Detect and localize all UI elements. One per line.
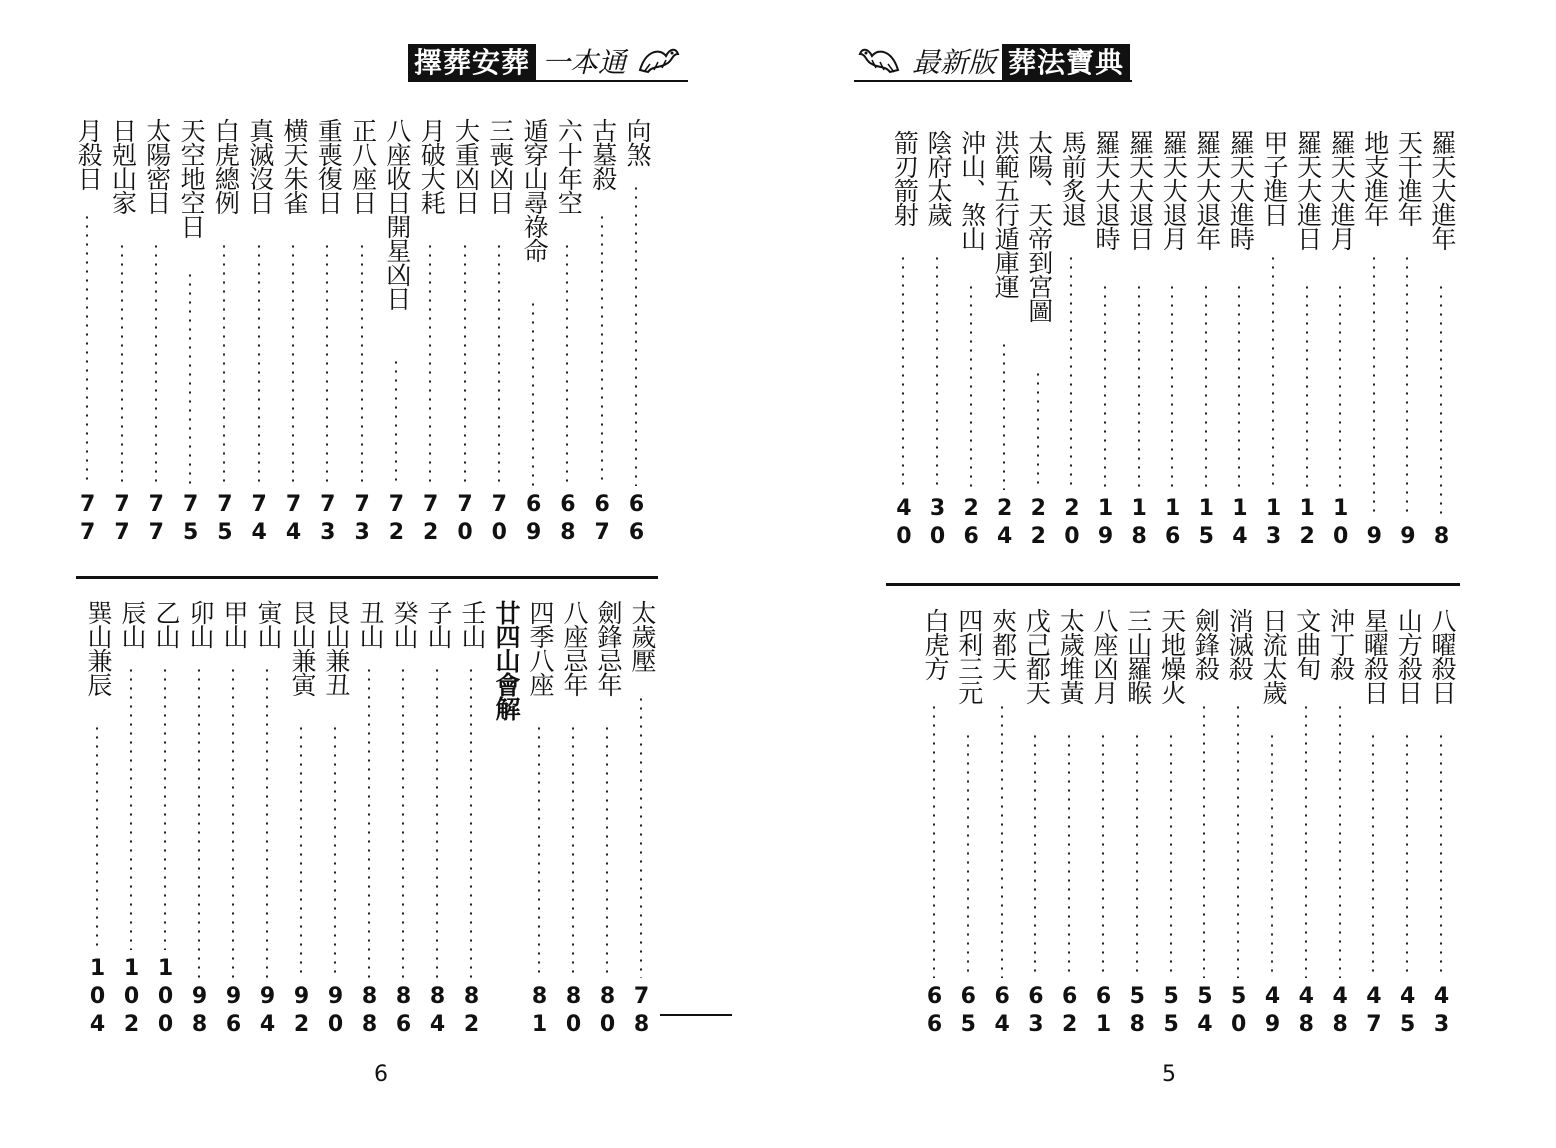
toc-entry-title: 甲子進日: [1260, 130, 1289, 226]
toc-entry-title: 子山: [424, 600, 453, 648]
toc-entry[interactable]: [1357, 608, 1390, 1040]
toc-entry[interactable]: [243, 118, 276, 548]
leader-dots: [1068, 732, 1070, 978]
toc-entry-title: 天空地空日: [177, 118, 207, 238]
toc-entry-page: 104: [85, 956, 110, 1040]
toc-entry[interactable]: [1291, 130, 1324, 552]
toc-entry-title: 四季八座: [526, 600, 555, 696]
toc-entry[interactable]: [1391, 608, 1424, 1040]
right-page-header: [854, 42, 1130, 84]
toc-entry[interactable]: [523, 600, 556, 1040]
toc-entry[interactable]: [277, 118, 310, 548]
toc-entry-title: 八座凶月: [1090, 608, 1119, 704]
toc-entry-title: 八曜殺日: [1428, 608, 1457, 704]
toc-entry-page: 94: [255, 984, 280, 1040]
toc-entry[interactable]: [311, 118, 344, 548]
toc-entry[interactable]: [1290, 608, 1323, 1040]
toc-entry-page: 67: [589, 492, 615, 548]
leader-dots: [1170, 732, 1172, 978]
toc-entry[interactable]: [1358, 130, 1391, 552]
toc-entry-title: 四利三元: [954, 608, 984, 704]
right-header-subtitle: 最新版: [912, 46, 997, 79]
toc-entry-page: 19: [1093, 496, 1118, 552]
leader-dots: [1037, 370, 1039, 490]
leader-dots: [121, 242, 123, 486]
toc-entry-page: 66: [922, 984, 947, 1040]
toc-entry-title: 艮山兼丑: [322, 600, 351, 696]
leader-dots: [572, 724, 574, 978]
toc-entry[interactable]: [421, 600, 454, 1040]
leader-dots: [538, 724, 540, 978]
toc-entry-title: 白虎總例: [211, 118, 241, 214]
toc-entry-page: 96: [221, 984, 246, 1040]
leader-dots: [1104, 283, 1106, 490]
toc-entry-title: 消滅殺: [1225, 608, 1255, 680]
leader-dots: [130, 666, 132, 950]
leader-dots: [1102, 732, 1104, 978]
toc-entry-page: 69: [521, 492, 547, 548]
left-header-boxed-title: 擇葬安葬: [408, 44, 536, 82]
toc-entry-page: 100: [153, 956, 178, 1040]
toc-entry-title: 三喪凶日: [485, 118, 515, 214]
toc-entry-page: 80: [595, 984, 620, 1040]
toc-entry-title: 山方殺日: [1394, 608, 1424, 704]
dragon-icon: [632, 42, 684, 84]
toc-entry-page: 30: [925, 496, 950, 552]
toc-entry[interactable]: [455, 600, 488, 1040]
toc-entry[interactable]: [353, 600, 386, 1040]
toc-entry[interactable]: [183, 600, 216, 1040]
toc-entry-title: 癸山: [390, 600, 419, 648]
leader-dots: [1272, 254, 1274, 490]
leader-dots: [334, 724, 336, 978]
leader-dots: [86, 213, 88, 486]
toc-entry[interactable]: [1190, 130, 1223, 552]
left-page-number: 6: [374, 1062, 388, 1087]
toc-entry-page: 62: [1057, 984, 1083, 1040]
leader-dots: [1440, 732, 1442, 978]
leader-dots: [1238, 283, 1240, 490]
toc-entry-title: 太陽密日: [142, 118, 172, 214]
toc-entry-page: 22: [1025, 496, 1051, 552]
leader-dots: [606, 724, 608, 978]
toc-entry-title: 向煞: [623, 118, 652, 166]
toc-entry-title: 天地燥火: [1157, 608, 1187, 704]
leader-dots: [1001, 703, 1003, 978]
toc-entry[interactable]: [1121, 608, 1154, 1040]
left-page-header: [408, 42, 684, 84]
toc-entry-page: 24: [992, 496, 1018, 552]
toc-entry-title: 八座收日開星凶日: [382, 118, 412, 310]
toc-entry-page: 70: [452, 492, 478, 548]
toc-entry-page: 12: [1294, 496, 1320, 552]
toc-entry[interactable]: [1223, 130, 1256, 552]
leader-dots: [1339, 703, 1341, 978]
toc-entry-page: 40: [891, 496, 917, 552]
leader-dots: [1003, 341, 1005, 490]
toc-entry-page: 20: [1059, 496, 1085, 552]
leader-dots: [1306, 283, 1308, 490]
toc-entry-title: 馬前炙退: [1058, 130, 1088, 226]
toc-entry-page: 64: [989, 984, 1015, 1040]
toc-entry-page: 13: [1261, 496, 1286, 552]
leader-dots: [1373, 254, 1375, 518]
toc-entry-title: 八座忌年: [560, 600, 589, 696]
toc-entry[interactable]: [988, 130, 1021, 552]
leader-dots: [1406, 254, 1408, 518]
toc-entry-title: 戊己都天: [1022, 608, 1052, 704]
toc-entry-page: 88: [357, 984, 382, 1040]
leader-dots: [1070, 254, 1072, 490]
toc-entry[interactable]: [1324, 130, 1357, 552]
toc-entry[interactable]: [1089, 130, 1122, 552]
leader-dots: [402, 666, 404, 978]
toc-entry-page: 77: [109, 492, 135, 548]
toc-entry-page: 10: [1328, 496, 1354, 552]
toc-entry-page: 47: [1361, 984, 1387, 1040]
leader-dots: [326, 242, 328, 486]
toc-entry-page: 58: [1124, 984, 1150, 1040]
toc-entry-title: 大重凶日: [451, 118, 481, 214]
leader-dots: [936, 254, 938, 490]
left-trailing-rule: [660, 1014, 732, 1016]
toc-entry-title: 寅山: [254, 600, 283, 648]
toc-entry-title: 羅天大進時: [1226, 130, 1256, 250]
toc-entry-page: 72: [383, 492, 409, 548]
toc-entry-page: 26: [958, 496, 984, 552]
toc-entry-page: 72: [418, 492, 444, 548]
leader-dots: [967, 732, 969, 978]
toc-entry-page: 9: [1361, 524, 1387, 552]
toc-entry[interactable]: [1087, 608, 1120, 1040]
toc-entry-title: 文曲旬: [1292, 608, 1322, 680]
toc-entry[interactable]: [149, 600, 182, 1040]
toc-entry-page: 73: [349, 492, 375, 548]
leader-dots: [436, 666, 438, 978]
toc-entry-page: 14: [1227, 496, 1253, 552]
toc-entry-title: 重喪復日: [314, 118, 344, 214]
toc-entry-title: 卯山: [186, 600, 215, 648]
toc-entry[interactable]: [489, 600, 522, 1040]
toc-entry-page: 70: [486, 492, 512, 548]
toc-entry-title: 羅天大進日: [1293, 130, 1323, 250]
toc-entry[interactable]: [483, 118, 516, 548]
leader-dots: [1205, 283, 1207, 490]
leader-dots: [189, 271, 191, 486]
leader-dots: [1440, 283, 1442, 518]
leader-dots: [566, 242, 568, 486]
toc-entry[interactable]: [887, 130, 920, 552]
toc-entry-title: 甲山: [220, 600, 249, 648]
toc-entry[interactable]: [591, 600, 624, 1040]
toc-entry[interactable]: [551, 118, 584, 548]
toc-entry[interactable]: [625, 600, 658, 1040]
leader-dots: [429, 242, 431, 486]
leader-dots: [292, 242, 294, 486]
toc-entry-page: 92: [289, 984, 314, 1040]
leader-dots: [1171, 283, 1173, 490]
toc-entry-page: 55: [1158, 984, 1184, 1040]
toc-entry-title: 遁穿山尋祿命: [520, 118, 550, 262]
leader-dots: [1237, 703, 1239, 978]
leader-dots: [96, 724, 98, 950]
leader-dots: [232, 666, 234, 978]
leader-dots: [464, 242, 466, 486]
leader-dots: [300, 724, 302, 978]
toc-entry[interactable]: [1055, 130, 1088, 552]
toc-entry-page: 45: [1395, 984, 1421, 1040]
toc-entry[interactable]: [620, 118, 653, 548]
toc-entry-title: 星曜殺日: [1360, 608, 1390, 704]
leader-dots: [1305, 703, 1307, 978]
toc-entry[interactable]: [1425, 608, 1458, 1040]
toc-entry-title: 沖丁殺: [1326, 608, 1356, 680]
toc-entry-page: 82: [459, 984, 484, 1040]
toc-entry-title: 地支進年: [1360, 130, 1390, 226]
toc-entry[interactable]: [1256, 608, 1289, 1040]
toc-entry-title: 古墓殺: [588, 118, 618, 190]
toc-entry-page: 77: [143, 492, 169, 548]
toc-entry-title: 羅天大進年: [1428, 130, 1457, 250]
toc-entry-page: 74: [246, 492, 272, 548]
toc-entry-title: 日流太歲: [1259, 608, 1288, 704]
toc-entry-page: 48: [1327, 984, 1353, 1040]
toc-entry-title: 天干進年: [1394, 130, 1424, 226]
toc-entry[interactable]: [1222, 608, 1255, 1040]
toc-entry-page: 65: [955, 984, 981, 1040]
toc-entry[interactable]: [952, 608, 985, 1040]
toc-entry-title: 艮山兼寅: [288, 600, 317, 696]
toc-entry[interactable]: [346, 118, 379, 548]
leader-dots: [1271, 732, 1273, 978]
toc-entry-title: 沖山、煞山: [957, 130, 987, 250]
toc-entry-page: 50: [1226, 984, 1252, 1040]
toc-entry-page: 75: [178, 492, 204, 548]
toc-entry-page: 81: [527, 984, 552, 1040]
toc-entry-title: 夾都天: [988, 608, 1018, 680]
toc-entry-title: 月破大耗: [417, 118, 447, 214]
toc-entry-page: 73: [315, 492, 341, 548]
toc-entry-title: 太歲堆黃: [1056, 608, 1086, 704]
toc-entry[interactable]: [1425, 130, 1458, 552]
toc-entry-title: 劍鋒殺: [1191, 608, 1221, 680]
toc-entry[interactable]: [986, 608, 1019, 1040]
leader-dots: [1203, 703, 1205, 978]
toc-entry[interactable]: [1156, 130, 1189, 552]
toc-entry[interactable]: [251, 600, 284, 1040]
toc-entry-page: 80: [561, 984, 586, 1040]
toc-entry-page: 8: [1429, 524, 1454, 552]
toc-entry-page: 90: [323, 984, 348, 1040]
leader-dots: [1406, 732, 1408, 978]
toc-entry[interactable]: [285, 600, 318, 1040]
toc-entry-page: 77: [75, 492, 101, 548]
leader-dots: [155, 242, 157, 486]
toc-entry-page: 86: [391, 984, 416, 1040]
leader-dots: [1339, 283, 1341, 490]
toc-entry-title: 劍鋒忌年: [594, 600, 623, 696]
toc-entry-page: 68: [555, 492, 581, 548]
toc-entry-title: 箭刃箭射: [890, 130, 920, 226]
toc-entry[interactable]: [106, 118, 139, 548]
leader-dots: [1136, 732, 1138, 978]
toc-entry[interactable]: [449, 118, 482, 548]
toc-entry[interactable]: [387, 600, 420, 1040]
leader-dots: [223, 242, 225, 486]
toc-entry[interactable]: [1019, 608, 1052, 1040]
left-header-subtitle: 一本通: [542, 46, 627, 79]
toc-entry-page: 78: [629, 984, 654, 1040]
left-header-rule: [408, 80, 688, 82]
toc-entry[interactable]: [517, 118, 550, 548]
toc-entry-page: 48: [1293, 984, 1319, 1040]
toc-entry-page: 43: [1429, 984, 1454, 1040]
toc-entry-title: 丑山: [356, 600, 385, 648]
toc-entry-title: 辰山: [118, 600, 147, 648]
toc-entry-title: 正八座日: [348, 118, 378, 214]
toc-entry[interactable]: [208, 118, 241, 548]
toc-entry-page: 54: [1192, 984, 1218, 1040]
toc-entry-title: 月殺日: [74, 118, 104, 190]
right-header-boxed-title: 葬法寶典: [1002, 44, 1130, 82]
toc-entry-title: 陰府太歲: [924, 130, 953, 226]
toc-entry[interactable]: [140, 118, 173, 548]
toc-entry-page: 49: [1260, 984, 1285, 1040]
toc-entry-page: 98: [187, 984, 212, 1040]
leader-dots: [498, 242, 500, 486]
toc-entry[interactable]: [955, 130, 988, 552]
leader-dots: [395, 358, 397, 486]
right-section-divider: [886, 583, 1460, 586]
toc-entry-title: 三山羅睺: [1123, 608, 1153, 704]
toc-entry-title: 洪範五行遁庫運: [991, 130, 1021, 298]
toc-entry-page: 74: [281, 492, 306, 548]
leader-dots: [635, 184, 637, 486]
leader-dots: [601, 213, 603, 486]
toc-entry[interactable]: [319, 600, 352, 1040]
toc-entry[interactable]: [380, 118, 413, 548]
toc-entry-title: 乙山: [152, 600, 181, 648]
leader-dots: [258, 242, 260, 486]
leader-dots: [361, 242, 363, 486]
leader-dots: [368, 666, 370, 978]
leader-dots: [532, 300, 534, 486]
toc-entry[interactable]: [174, 118, 207, 548]
leader-dots: [198, 666, 200, 978]
toc-entry-page: 75: [212, 492, 238, 548]
leader-dots: [1372, 732, 1374, 978]
toc-entry-title: 羅天大退月: [1159, 130, 1189, 250]
leader-dots: [1034, 732, 1036, 978]
toc-entry-page: 63: [1023, 984, 1049, 1040]
dragon-icon: [854, 42, 906, 84]
leader-dots: [933, 703, 935, 978]
toc-entry-title: 羅天大退年: [1192, 130, 1222, 250]
toc-entry-page: 102: [119, 956, 144, 1040]
toc-entry-title: 太歲壓: [628, 600, 657, 672]
toc-entry[interactable]: [918, 608, 951, 1040]
toc-entry[interactable]: [71, 118, 104, 548]
toc-entry[interactable]: [1123, 130, 1156, 552]
toc-entry-title: 廿四山會解: [492, 600, 521, 720]
toc-entry[interactable]: [1188, 608, 1221, 1040]
left-section-divider: [76, 576, 658, 579]
toc-entry[interactable]: [1022, 130, 1055, 552]
toc-entry-title: 羅天大退時: [1092, 130, 1121, 250]
leader-dots: [640, 695, 642, 978]
toc-entry-title: 羅天大退日: [1125, 130, 1155, 250]
toc-entry-page: 66: [624, 492, 649, 548]
toc-entry[interactable]: [414, 118, 447, 548]
toc-entry-title: 六十年空: [554, 118, 584, 214]
toc-entry[interactable]: [557, 600, 590, 1040]
right-page-number: 5: [1162, 1062, 1176, 1087]
leader-dots: [266, 666, 268, 978]
toc-entry-title: 横天朱雀: [280, 118, 309, 214]
toc-entry[interactable]: [115, 600, 148, 1040]
toc-entry-page: 84: [425, 984, 450, 1040]
right-header-rule: [854, 80, 1132, 82]
toc-entry-page: 18: [1126, 496, 1152, 552]
toc-entry-title: 巽山兼辰: [84, 600, 113, 696]
toc-entry-title: 羅天大進月: [1327, 130, 1357, 250]
toc-entry[interactable]: [217, 600, 250, 1040]
toc-entry-page: 16: [1160, 496, 1186, 552]
toc-entry-title: 真滅沒日: [245, 118, 275, 214]
toc-entry[interactable]: [1324, 608, 1357, 1040]
toc-entry[interactable]: [1155, 608, 1188, 1040]
toc-entry-title: 太陽、天帝到宮圖: [1024, 130, 1054, 322]
leader-dots: [164, 666, 166, 950]
leader-dots: [902, 254, 904, 490]
toc-entry-title: 壬山: [458, 600, 487, 648]
toc-entry-title: 日剋山家: [108, 118, 138, 214]
toc-entry-page: 9: [1395, 524, 1421, 552]
toc-entry-page: 15: [1193, 496, 1219, 552]
leader-dots: [1138, 283, 1140, 490]
toc-entry[interactable]: [921, 130, 954, 552]
toc-entry[interactable]: [1257, 130, 1290, 552]
toc-entry-page: 61: [1091, 984, 1116, 1040]
leader-dots: [470, 666, 472, 978]
toc-entry[interactable]: [81, 600, 114, 1040]
leader-dots: [970, 283, 972, 490]
toc-entry[interactable]: [586, 118, 619, 548]
toc-entry[interactable]: [1053, 608, 1086, 1040]
toc-entry-title: 白虎方: [921, 608, 950, 680]
toc-entry[interactable]: [1391, 130, 1424, 552]
